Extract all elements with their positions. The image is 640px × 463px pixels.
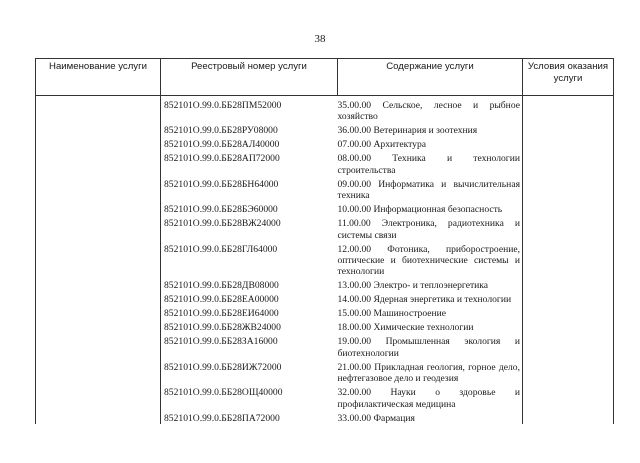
service-content-cell: 07.00.00 Архитектура [337,139,427,151]
service-name-cell [36,125,161,136]
header-service-name: Наименование услуги [36,59,161,96]
service-name-cell [36,294,161,305]
service-content-cell: 18.00.00 Химические технологии [337,322,474,334]
conditions-cell [523,322,614,333]
conditions-cell [523,308,614,319]
service-content-cell: 36.00.00 Ветеринария и зоотехния [337,125,478,137]
header-content: Содержание услуги [338,59,523,96]
conditions-cell [523,294,614,305]
service-name-cell [36,280,161,291]
registry-number-cell: 852101О.99.0.ББ28ЖВ24000 [164,322,281,334]
table-row [36,413,614,424]
service-name-cell [36,179,161,202]
table-row [36,280,614,291]
header-conditions: Условия оказания услуги [523,59,614,96]
conditions-cell [523,362,614,385]
table-row [36,322,614,333]
registry-number-cell: 852101О.99.0.ББ28ИЖ72000 [164,361,282,373]
registry-number-cell: 852101О.99.0.ББ28ГЛ64000 [164,243,278,255]
service-name-cell [36,139,161,150]
conditions-cell [523,218,614,241]
conditions-cell [523,280,614,291]
table-row [36,139,614,150]
table-row [36,179,614,202]
service-content-cell: 08.00.00 Техника и технологии строительства [337,153,520,176]
services-table [35,58,614,424]
registry-number-cell: 852101О.99.0.ББ28АП72000 [164,153,280,165]
registry-number-cell: 852101О.99.0.ББ28ДВ08000 [164,280,279,292]
conditions-cell [523,204,614,215]
service-name-cell [36,204,161,215]
registry-number-cell: 852101О.99.0.ББ28БЭ60000 [164,204,278,216]
table-row [36,153,614,176]
table-row [36,308,614,319]
service-content-cell: 09.00.00 Информатика и вычислительная техника [337,178,520,202]
registry-number-cell: 852101О.99.0.ББ28ЗА16000 [164,336,278,348]
conditions-cell [523,336,614,359]
conditions-cell [523,179,614,202]
service-name-cell [36,153,161,176]
registry-number-cell: 852101О.99.0.ББ28ОЩ40000 [164,387,283,399]
service-content-cell: 35.00.00 Сельское, лесное и рыбное хозяйство [337,100,520,123]
service-content-cell: 13.00.00 Электро- и теплоэнергетика [337,280,489,292]
table-row [36,294,614,305]
table-row [36,336,614,359]
registry-number-cell: 852101О.99.0.ББ28АЛ40000 [164,139,280,151]
table-row [36,125,614,136]
conditions-cell [523,387,614,410]
service-name-cell [36,362,161,385]
service-name-cell [36,387,161,410]
service-content-cell: 19.00.00 Промышленная экология и биотехнологии [337,336,520,359]
conditions-cell [523,153,614,176]
table-row [36,204,614,215]
service-name-cell [36,244,161,278]
table-header-row [36,59,614,96]
table-row [36,244,614,278]
conditions-cell [523,244,614,278]
service-content-cell: 15.00.00 Машиностроение [337,308,447,320]
header-registry-number: Реестровый номер услуги [161,59,338,96]
conditions-cell [523,125,614,136]
service-name-cell [36,336,161,359]
service-name-cell [36,218,161,241]
conditions-cell [523,139,614,150]
registry-number-cell: 852101О.99.0.ББ28ЕА00000 [164,294,279,306]
page-number: 38 [314,33,326,45]
service-name-cell [36,308,161,319]
registry-number-cell: 852101О.99.0.ББ28ВЖ24000 [164,218,281,230]
conditions-cell [523,96,614,123]
service-content-cell: 10.00.00 Информационная безопасность [337,204,503,216]
service-name-cell [36,413,161,424]
service-name-cell [36,96,161,123]
table-row [36,387,614,410]
service-content-cell: 21.00.00 Прикладная геология, горное дело, нефтегазовое дело и геодезия [337,361,520,385]
registry-number-cell: 852101О.99.0.ББ28ПМ52000 [164,100,282,111]
conditions-cell [523,413,614,424]
table-row [36,96,614,123]
table-row [36,218,614,241]
registry-number-cell: 852101О.99.0.ББ28ЕИ64000 [164,308,279,320]
service-content-cell: 14.00.00 Ядерная энергетика и технологии [337,294,512,306]
registry-number-cell: 852101О.99.0.ББ28БН64000 [164,178,279,190]
table-row [36,362,614,385]
service-content-cell: 33.00.00 Фармация [337,412,415,424]
service-name-cell [36,322,161,333]
service-content-cell: 32.00.00 Науки о здоровье и профилактическая медицина [337,387,520,410]
registry-number-cell: 852101О.99.0.ББ28ПА72000 [164,412,280,424]
service-content-cell: 11.00.00 Электроника, радиотехника и системы связи [337,218,520,241]
service-content-cell: 12.00.00 Фотоника, приборостроение, оптические и биотехнические системы и технологии [337,243,520,278]
registry-number-cell: 852101О.99.0.ББ28РУ08000 [164,125,278,137]
